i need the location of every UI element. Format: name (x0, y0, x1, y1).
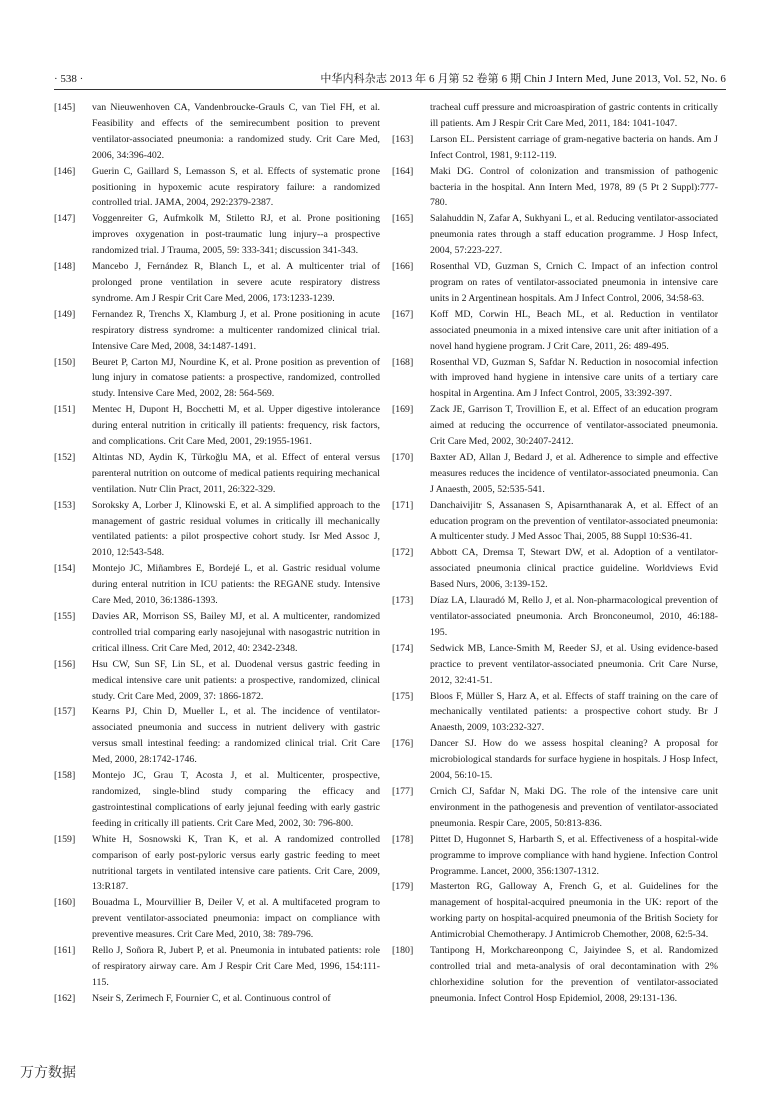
reference-text: Larson EL. Persistent carriage of gram-negative bacteria on hands. Am J Infect Control, 1981, 9:112-119. (430, 133, 718, 161)
reference-number: [174] (392, 642, 414, 654)
reference-text: Masterton RG, Galloway A, French G, et al. Guidelines for the management of hospital-acquired pneumonia in the UK: report of the working party on hospital-acquired pneumonia of the British Society for Antimicrobial Chemotherapy. J Antimicrob Chemother, 2008, 62:5-34. (430, 881, 718, 941)
reference-number: [178] (392, 833, 414, 845)
reference-number: [153] (54, 499, 76, 511)
reference-number: [162] (54, 992, 76, 1004)
reference-item (392, 689, 718, 737)
reference-item (54, 355, 380, 403)
reference-number: [173] (392, 595, 414, 607)
reference-text: Sedwick MB, Lance-Smith M, Reeder SJ, et al. Using evidence-based practice to prevent ventilator-associated pneumonia. Crit Care Nurse, 2012, 32:41-51. (430, 642, 718, 686)
reference-number: [168] (392, 356, 414, 368)
reference-text: Beuret P, Carton MJ, Nourdine K, et al. Prone position as prevention of lung injury in comatose patients: a prospective, randomized, controlled study. Intensive Care Med, 2002, 28: 564-569. (92, 356, 380, 400)
reference-item (54, 307, 380, 355)
reference-number: [150] (54, 356, 76, 368)
reference-number: [176] (392, 738, 414, 750)
reference-item (392, 943, 718, 1007)
right-reference-column (392, 100, 718, 1007)
journal-citation-header: 中华内科杂志 2013 年 6 月第 52 卷第 6 期 Chin J Intern Med, June 2013, Vol. 52, No. 6 (320, 73, 726, 85)
reference-item (54, 211, 380, 259)
reference-text: Pittet D, Hugonnet S, Harbarth S, et al. Effectiveness of a hospital-wide programme to improve compliance with hand hygiene. Infection Control Programme. Lancet, 2000, 356:1307-1312. (430, 833, 718, 877)
reference-text: Tantipong H, Morkchareonpong C, Jaiyindee S, et al. Randomized controlled trial and meta-analysis of oral decontamination with 2% chlorhexidine solution for the prevention of ventilator-associated pneumonia. Infect Control Hosp Epidemiol, 2008, 29:131-136. (430, 945, 718, 1004)
reference-item (54, 498, 380, 562)
reference-item (54, 895, 380, 943)
reference-number: [167] (392, 308, 414, 320)
reference-text: Fernandez R, Trenchs X, Klamburg J, et al. Prone positioning in acute respiratory distress syndrome: a multicenter randomized clinical trial. Intensive Care Med, 2008, 34:1487-1491. (92, 308, 380, 352)
reference-number: [171] (392, 499, 414, 511)
reference-text: Altintas ND, Aydin K, Türkoğlu MA, et al. Effect of enteral versus parenteral nutrition on outcome of medical patients requiring mechanical ventilation. Nutr Clin Pract, 2011, 26:322-329. (92, 451, 380, 495)
reference-item (392, 641, 718, 689)
reference-number: [166] (392, 261, 414, 273)
reference-text: Kearns PJ, Chin D, Mueller L, et al. The incidence of ventilator-associated pneumonia and success in nutrient delivery with gastric versus small intestinal feeding: a randomized clinical trial. Crit Care Med, 2000, 28:1742-1746. (92, 706, 380, 766)
reference-item (54, 704, 380, 768)
reference-text: Díaz LA, Llauradó M, Rello J, et al. Non-pharmacological prevention of ventilator-associated pneumonia. Arch Bronconeumol, 2010, 46:188-195. (430, 595, 718, 638)
reference-text: Dancer SJ. How do we assess hospital cleaning? A proposal for microbiological standards for surface hygiene in hospitals. J Hosp Infect, 2004, 56:10-15. (430, 738, 718, 782)
reference-number: [149] (54, 308, 76, 320)
reference-number: [158] (54, 770, 76, 782)
reference-text: Nseir S, Zerimech F, Fournier C, et al. Continuous control of (92, 992, 331, 1004)
reference-text: Zack JE, Garrison T, Trovillion E, et al. Effect of an education program aimed at reducing the occurrence of ventilator-associated pneumonia. Crit Care Med, 2002, 30:2407-2412. (430, 404, 718, 448)
reference-item (54, 609, 380, 657)
reference-text: Mancebo J, Fernández R, Blanch L, et al. A multicenter trial of prolonged prone ventilation in severe acute respiratory distress syndrome. Am J Respir Crit Care Med, 2006, 173:1233-1239. (92, 261, 380, 304)
reference-item (54, 943, 380, 991)
reference-number: [160] (54, 897, 76, 909)
reference-item (54, 450, 380, 498)
reference-number: [145] (54, 102, 76, 113)
reference-item (54, 561, 380, 609)
reference-item (392, 307, 718, 355)
reference-number: [169] (392, 404, 414, 416)
reference-number: [165] (392, 213, 414, 225)
reference-item (392, 832, 718, 880)
reference-text: Montejo JC, Miñambres E, Bordejé L, et al. Gastric residual volume during enteral nutrition in ICU patients: the REGANE study. Intensive Care Med, 2010, 36:1386-1393. (92, 563, 380, 607)
reference-text: Soroksky A, Lorber J, Klinowski E, et al. A simplified approach to the management of gastric residual volumes in critically ill mechanically ventilated patients: a pilot prospective cohort study. Isr Med Assoc J, 2010, 12:543-548. (92, 499, 380, 559)
reference-number: [154] (54, 563, 76, 575)
reference-number: [148] (54, 261, 76, 273)
reference-text: Abbott CA, Dremsa T, Stewart DW, et al. Adoption of a ventilator-associated pneumonia clinical practice guideline. Worldviews Evid Based Nurs, 2006, 3:139-152. (430, 547, 718, 591)
reference-number: [155] (54, 611, 76, 622)
reference-text: Danchaivijitr S, Assanasen S, Apisarnthanarak A, et al. Effect of an education program on the prevention of ventilator-associated pneumonia: A multicenter study. J Med Assoc Thai, 2005, 88 Suppl 10:S36-41. (430, 499, 718, 543)
reference-text: Voggenreiter G, Aufmkolk M, Stiletto RJ, et al. Prone positioning improves oxygenation in post-traumatic lung injury--a prospective randomized trial. J Trauma, 2005, 59: 333-341; discussion 341-343. (92, 213, 380, 257)
reference-text: Guerin C, Gaillard S, Lemasson S, et al. Effects of systematic prone positioning in hypoxemic acute respiratory failure: a randomized controlled trial. JAMA, 2004, 292:2379-2387. (92, 165, 380, 209)
left-reference-column (54, 100, 380, 1007)
reference-number: [179] (392, 881, 414, 893)
reference-item (392, 132, 718, 164)
reference-text: Bloos F, Müller S, Harz A, et al. Effects of staff training on the care of mechanically ventilated patients: a prospective cohort study. Br J Anaesth, 2009, 103:232-327. (430, 690, 718, 734)
reference-text: Rello J, Soñora R, Jubert P, et al. Pneumonia in intubated patients: role of respiratory airway care. Am J Respir Crit Care Med, 1996, 154:111-115. (92, 945, 380, 988)
reference-number: [159] (54, 833, 76, 845)
reference-item (54, 991, 380, 1007)
reference-text: White H, Sosnowski K, Tran K, et al. A randomized controlled comparison of early post-pyloric versus early gastric feeding to meet nutritional targets in ventilated intensive care patients. Crit Care, 2009, 13:R187. (92, 833, 380, 893)
reference-item (392, 211, 718, 259)
reference-text: van Nieuwenhoven CA, Vandenbroucke-Grauls C, van Tiel FH, et al. Feasibility and effects of the semirecumbent position to prevent ventilator-associated pneumonia: a randomized study. Crit Care Med, 2006, 34:396-402. (92, 102, 380, 161)
reference-item (392, 784, 718, 832)
reference-item (54, 402, 380, 450)
reference-item (54, 100, 380, 164)
reference-text: Baxter AD, Allan J, Bedard J, et al. Adherence to simple and effective measures reduces the incidence of ventilator-associated pneumonia. Can J Anaesth, 2005, 52:535-541. (430, 451, 718, 495)
reference-number: [161] (54, 945, 76, 957)
reference-number: [177] (392, 785, 414, 797)
reference-number: [147] (54, 213, 76, 225)
reference-text: Mentec H, Dupont H, Bocchetti M, et al. Upper digestive intolerance during enteral nutrition in critically ill patients: frequency, risk factors, and complications. Crit Care Med, 2001, 29:1955-1961. (92, 404, 380, 448)
reference-item (392, 593, 718, 641)
reference-number: [146] (54, 165, 76, 177)
reference-item (392, 402, 718, 450)
reference-number: [172] (392, 547, 414, 559)
reference-item (54, 259, 380, 307)
reference-item (54, 657, 380, 705)
reference-item (54, 768, 380, 832)
reference-text: Davies AR, Morrison SS, Bailey MJ, et al. A multicenter, randomized controlled trial comparing early nasojejunal with nasogastric nutrition in critical illness. Crit Care Med, 2012, 40: 2342-2348. (92, 611, 380, 654)
reference-item (392, 545, 718, 593)
page-number: · 538 · (54, 73, 84, 85)
watermark-text: 万方数据 (20, 1065, 76, 1081)
page-header (54, 70, 726, 88)
reference-item (54, 832, 380, 896)
reference-item (392, 164, 718, 212)
reference-item (392, 450, 718, 498)
reference-text: Montejo JC, Grau T, Acosta J, et al. Multicenter, prospective, randomized, single-blind study comparing the efficacy and gastrointestinal complications of early jejunal feeding with early gastric feeding in critically ill patients. Crit Care Med, 2002, 30: 796-800. (92, 770, 380, 829)
header-rule (54, 89, 726, 90)
reference-number: [151] (54, 404, 76, 416)
reference-item (392, 355, 718, 403)
reference-number: [156] (54, 658, 76, 670)
reference-item (392, 498, 718, 546)
reference-text: Rosenthal VD, Guzman S, Safdar N. Reduction in nosocomial infection with improved hand hygiene in intensive care units of a tertiary care hospital in Argentina. Am J Infect Control, 2005, 33:392-397. (430, 356, 718, 400)
reference-number: [157] (54, 706, 76, 718)
reference-number: [152] (54, 451, 76, 463)
reference-text: Crnich CJ, Safdar N, Maki DG. The role of the intensive care unit environment in the pathogenesis and prevention of ventilator-associated pneumonia. Respir Care, 2005, 50:813-836. (430, 785, 718, 829)
reference-item (392, 736, 718, 784)
reference-number: [170] (392, 451, 414, 463)
reference-item (392, 259, 718, 307)
reference-continuation: tracheal cuff pressure and microaspiration of gastric contents in critically ill patients. Am J Respir Crit Care Med, 2011, 184: 1041-1047. (430, 102, 718, 129)
reference-item (392, 879, 718, 943)
reference-text: Bouadma L, Mourvillier B, Deiler V, et al. A multifaceted program to prevent ventilator-associated pneumonia: impact on compliance with preventive measures. Crit Care Med, 2010, 38: 789-796. (92, 897, 380, 941)
reference-number: [180] (392, 945, 414, 957)
reference-number: [175] (392, 690, 414, 702)
reference-item (54, 164, 380, 212)
reference-text: Koff MD, Corwin HL, Beach ML, et al. Reduction in ventilator associated pneumonia in a mixed intensive care unit after initiation of a novel hand hygiene program. J Crit Care, 2011, 26: 489-495. (430, 308, 718, 352)
reference-text: Rosenthal VD, Guzman S, Crnich C. Impact of an infection control program on rates of ventilator-associated pneumonia in intensive care units in 2 Argentinean hospitals. Am J Infect Control, 2006, 34:58-63. (430, 261, 718, 304)
reference-text: Salahuddin N, Zafar A, Sukhyani L, et al. Reducing ventilator-associated pneumonia rates through a staff education programme. J Hosp Infect, 2004, 57:223-227. (430, 213, 718, 257)
reference-number: [164] (392, 165, 414, 177)
reference-text: Hsu CW, Sun SF, Lin SL, et al. Duodenal versus gastric feeding in medical intensive care unit patients: a prospective, randomized, clinical study. Crit Care Med, 2009, 37: 1866-1872. (92, 658, 380, 702)
reference-text: Maki DG. Control of colonization and transmission of pathogenic bacteria in the hospital. Ann Intern Med, 1978, 89 (5 Pt 2 Suppl):777-780. (430, 165, 718, 209)
reference-number: [163] (392, 133, 414, 145)
